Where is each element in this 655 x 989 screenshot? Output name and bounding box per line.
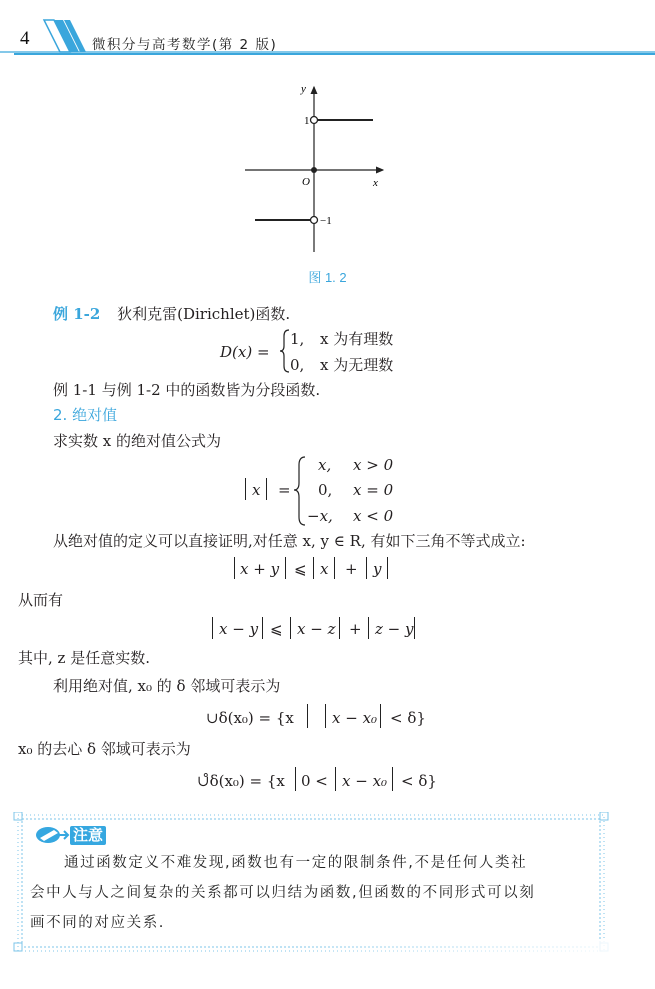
deleted-rhs: < δ} — [401, 772, 437, 790]
tick-label-1: 1 — [304, 115, 310, 127]
triangle1-b: x — [320, 560, 329, 578]
deleted-lhs: ∪̊δ(x₀) = {x — [197, 772, 285, 790]
abs-row2-value: 0, — [318, 481, 333, 499]
open-point-positive — [311, 117, 318, 124]
triangle2-a: x − y — [219, 620, 259, 638]
triangle2-b: x − z — [297, 620, 336, 638]
deleted-mid: 0 < — [301, 772, 328, 790]
neighborhood-abs: x − x₀ — [332, 709, 378, 727]
example-text: 狄利克雷(Dirichlet)函数. — [117, 305, 291, 323]
note-line-2: 会中人与人之间复杂的关系都可以归结为函数,但函数的不同形式可以刻 — [30, 885, 536, 901]
example-label: 例 1-2 — [53, 305, 101, 323]
abs-row3-value: −x, — [307, 507, 333, 525]
deleted-intro: x₀ 的去心 δ 邻域可表示为 — [18, 740, 191, 758]
abs-row1-condition: x > 0 — [353, 456, 394, 474]
abs-brace — [292, 455, 308, 527]
neighborhood-lhs: ∪δ(x₀) = {x — [206, 709, 294, 727]
book-title: 微积分与高考数学(第 2 版) — [92, 37, 278, 53]
triangle2-plus: + — [349, 620, 362, 638]
triangle1-plus: + — [345, 560, 358, 578]
triangle1-op: ⩽ — [294, 560, 307, 578]
piecewise-note: 例 1-1 与例 1-2 中的函数皆为分段函数. — [53, 381, 321, 399]
triangle1-a: x + y — [240, 560, 280, 578]
therefore-text: 从而有 — [18, 591, 64, 609]
pencil-icon — [34, 825, 70, 845]
open-point-negative — [311, 217, 318, 224]
triangle2-c: z − y — [375, 620, 414, 638]
neighborhood-rhs: < δ} — [390, 709, 426, 727]
case-1-condition: x 为有理数 — [320, 330, 394, 348]
abs-intro: 求实数 x 的绝对值公式为 — [53, 432, 221, 450]
abs-lhs-var: x — [252, 481, 261, 499]
y-axis-label: y — [301, 83, 306, 95]
figure-caption: 图 1. 2 — [308, 270, 347, 285]
note-line-3: 画不同的对应关系. — [30, 915, 166, 931]
abs-row2-condition: x = 0 — [353, 481, 394, 499]
case-1-value: 1, — [290, 330, 305, 348]
case-2-condition: x 为无理数 — [320, 356, 394, 374]
case-2-value: 0, — [290, 356, 305, 374]
note-line-1: 通过函数定义不难发现,函数也有一定的限制条件,不是任何人类社 — [64, 855, 528, 871]
triangle-intro: 从绝对值的定义可以直接证明,对任意 x, y ∈ R, 有如下三角不等式成立: — [53, 532, 526, 550]
deleted-abs: x − x₀ — [342, 772, 388, 790]
section-title: 2. 绝对值 — [53, 406, 118, 424]
step-function-graph — [0, 70, 655, 265]
triangle1-c: y — [373, 560, 382, 578]
triangle2-op: ⩽ — [270, 620, 283, 638]
page-number: 4 — [20, 28, 30, 49]
example-1-2 — [53, 304, 290, 324]
neighborhood-intro: 利用绝对值, x₀ 的 δ 邻域可表示为 — [53, 677, 281, 695]
abs-eq: = — [278, 481, 291, 499]
abs-row3-condition: x < 0 — [353, 507, 394, 525]
tick-label-neg1: −1 — [320, 215, 332, 227]
dirichlet-function: D(x) = — [220, 343, 270, 361]
x-axis-label: x — [373, 177, 378, 189]
abs-row1-value: x, — [318, 456, 332, 474]
origin-point — [311, 167, 317, 173]
z-note: 其中, z 是任意实数. — [18, 649, 150, 667]
origin-label: O — [302, 176, 310, 188]
note-label: 注意 — [70, 826, 106, 845]
